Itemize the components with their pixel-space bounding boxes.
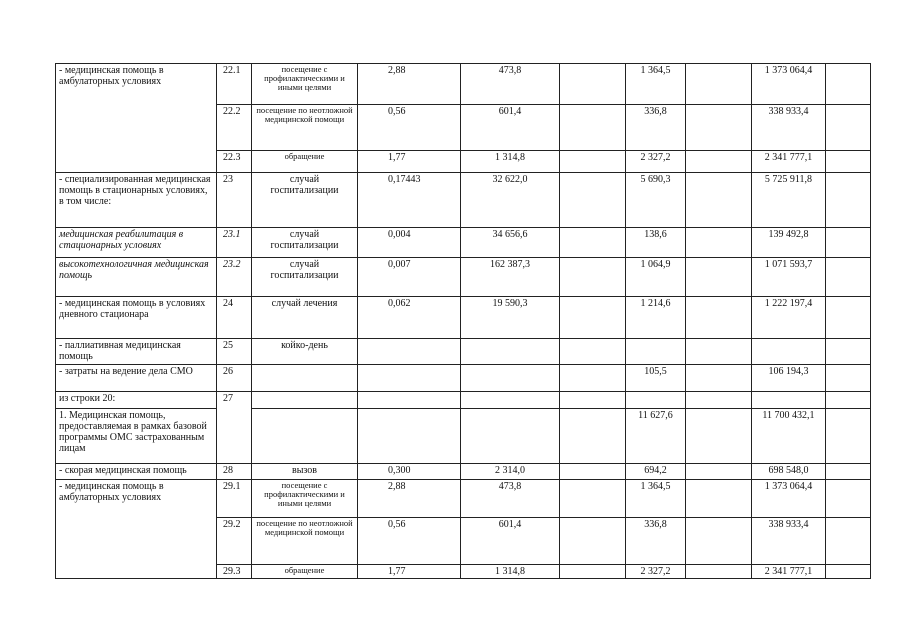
value-cell — [826, 464, 871, 480]
row-label: из строки 20: — [56, 392, 217, 409]
value-cell: 1 071 593,7 — [752, 258, 826, 297]
value-cell — [560, 258, 626, 297]
value-cell: 336,8 — [626, 518, 686, 565]
value-cell: 0,007 — [358, 258, 461, 297]
row-label: - медицинская помощь в амбулаторных условиях — [56, 480, 217, 579]
unit-cell: койко-день — [252, 339, 358, 365]
value-cell: 106 194,3 — [752, 365, 826, 392]
value-cell: 0,004 — [358, 228, 461, 258]
row-number: 28 — [217, 464, 252, 480]
row-label: - медицинская помощь в условиях дневного стационара — [56, 297, 217, 339]
value-cell — [826, 565, 871, 579]
value-cell — [686, 392, 752, 409]
row-number: 29.2 — [217, 518, 252, 565]
value-cell — [686, 565, 752, 579]
table-row — [56, 464, 871, 480]
unit-cell: посещение по неотложной медицинской помощи — [252, 105, 358, 151]
value-cell — [686, 409, 752, 464]
value-cell — [560, 565, 626, 579]
row-number: 23.2 — [217, 258, 252, 297]
value-cell: 601,4 — [461, 105, 560, 151]
value-cell — [826, 64, 871, 105]
value-cell: 105,5 — [626, 365, 686, 392]
value-cell: 1 373 064,4 — [752, 480, 826, 518]
value-cell — [461, 392, 560, 409]
unit-cell — [252, 409, 358, 464]
table-row — [56, 64, 871, 105]
row-number: 23.1 — [217, 228, 252, 258]
unit-cell — [252, 365, 358, 392]
row-number: 22.2 — [217, 105, 252, 151]
unit-cell: посещение по неотложной медицинской помощи — [252, 518, 358, 565]
row-label: медицинская реабилитация в стационарных условиях — [56, 228, 217, 258]
table-row — [56, 480, 871, 518]
value-cell — [686, 105, 752, 151]
row-number: 22.3 — [217, 151, 252, 173]
value-cell — [461, 339, 560, 365]
row-label: - специализированная медицинская помощь в стационарных условиях, в том числе: — [56, 173, 217, 228]
value-cell: 5 725 911,8 — [752, 173, 826, 228]
value-cell — [560, 339, 626, 365]
row-label: - скорая медицинская помощь — [56, 464, 217, 480]
value-cell — [358, 392, 461, 409]
value-cell: 0,062 — [358, 297, 461, 339]
value-cell — [358, 409, 461, 464]
value-cell — [826, 518, 871, 565]
value-cell — [826, 365, 871, 392]
value-cell — [686, 258, 752, 297]
value-cell: 2 341 777,1 — [752, 151, 826, 173]
value-cell — [358, 365, 461, 392]
value-cell — [560, 480, 626, 518]
value-cell: 1 314,8 — [461, 565, 560, 579]
table-row — [56, 365, 871, 392]
value-cell — [826, 228, 871, 258]
value-cell: 1,77 — [358, 565, 461, 579]
value-cell: 0,17443 — [358, 173, 461, 228]
value-cell — [686, 464, 752, 480]
value-cell: 338 933,4 — [752, 105, 826, 151]
value-cell: 1 064,9 — [626, 258, 686, 297]
value-cell: 2,88 — [358, 480, 461, 518]
table-row — [56, 297, 871, 339]
value-cell: 473,8 — [461, 480, 560, 518]
value-cell — [626, 339, 686, 365]
value-cell — [560, 297, 626, 339]
value-cell: 0,300 — [358, 464, 461, 480]
value-cell — [826, 480, 871, 518]
value-cell — [560, 64, 626, 105]
value-cell — [686, 64, 752, 105]
value-cell: 2 314,0 — [461, 464, 560, 480]
value-cell: 2,88 — [358, 64, 461, 105]
value-cell — [686, 173, 752, 228]
value-cell: 336,8 — [626, 105, 686, 151]
unit-cell — [252, 392, 358, 409]
value-cell — [560, 392, 626, 409]
value-cell — [686, 480, 752, 518]
value-cell: 2 327,2 — [626, 565, 686, 579]
value-cell — [826, 105, 871, 151]
unit-cell: вызов — [252, 464, 358, 480]
value-cell: 34 656,6 — [461, 228, 560, 258]
row-number: 25 — [217, 339, 252, 365]
medical-care-table — [55, 63, 871, 579]
row-label: - медицинская помощь в амбулаторных условиях — [56, 64, 217, 173]
value-cell: 698 548,0 — [752, 464, 826, 480]
value-cell: 2 341 777,1 — [752, 565, 826, 579]
row-number: 23 — [217, 173, 252, 228]
table-row — [56, 409, 871, 464]
value-cell — [752, 392, 826, 409]
value-cell: 139 492,8 — [752, 228, 826, 258]
row-number: 29.1 — [217, 480, 252, 518]
table-row — [56, 339, 871, 365]
value-cell: 1 364,5 — [626, 64, 686, 105]
value-cell: 338 933,4 — [752, 518, 826, 565]
unit-cell: случай госпитализации — [252, 173, 358, 228]
unit-cell: посещение с профилактическими и иными целями — [252, 480, 358, 518]
value-cell — [826, 151, 871, 173]
table-row — [56, 392, 871, 409]
value-cell: 162 387,3 — [461, 258, 560, 297]
value-cell: 601,4 — [461, 518, 560, 565]
value-cell — [686, 228, 752, 258]
value-cell — [560, 464, 626, 480]
unit-cell: посещение с профилактическими и иными целями — [252, 64, 358, 105]
value-cell — [826, 173, 871, 228]
row-label: высокотехнологичная медицинская помощь — [56, 258, 217, 297]
unit-cell: случай госпитализации — [252, 228, 358, 258]
value-cell: 1 314,8 — [461, 151, 560, 173]
value-cell: 5 690,3 — [626, 173, 686, 228]
value-cell — [686, 518, 752, 565]
unit-cell: случай госпитализации — [252, 258, 358, 297]
table-row — [56, 228, 871, 258]
value-cell: 138,6 — [626, 228, 686, 258]
value-cell — [826, 392, 871, 409]
value-cell — [560, 518, 626, 565]
value-cell: 473,8 — [461, 64, 560, 105]
value-cell: 1 373 064,4 — [752, 64, 826, 105]
value-cell — [686, 339, 752, 365]
value-cell: 0,56 — [358, 105, 461, 151]
row-label: - паллиативная медицинская помощь — [56, 339, 217, 365]
value-cell: 694,2 — [626, 464, 686, 480]
value-cell — [560, 151, 626, 173]
value-cell — [560, 228, 626, 258]
value-cell — [826, 258, 871, 297]
unit-cell: обращение — [252, 151, 358, 173]
value-cell — [461, 365, 560, 392]
unit-cell: обращение — [252, 565, 358, 579]
table-row — [56, 173, 871, 228]
value-cell — [686, 297, 752, 339]
value-cell: 1,77 — [358, 151, 461, 173]
row-number: 24 — [217, 297, 252, 339]
value-cell — [752, 339, 826, 365]
value-cell — [461, 409, 560, 464]
value-cell: 0,56 — [358, 518, 461, 565]
value-cell: 19 590,3 — [461, 297, 560, 339]
value-cell: 32 622,0 — [461, 173, 560, 228]
value-cell: 11 627,6 — [626, 409, 686, 464]
row-number: 29.3 — [217, 565, 252, 579]
value-cell: 1 222 197,4 — [752, 297, 826, 339]
row-number: 27 — [217, 392, 252, 464]
row-label: - затраты на ведение дела СМО — [56, 365, 217, 392]
value-cell: 2 327,2 — [626, 151, 686, 173]
value-cell — [826, 339, 871, 365]
value-cell — [560, 105, 626, 151]
table-row — [56, 258, 871, 297]
value-cell: 1 214,6 — [626, 297, 686, 339]
value-cell — [626, 392, 686, 409]
value-cell — [686, 365, 752, 392]
row-number: 22.1 — [217, 64, 252, 105]
value-cell — [560, 173, 626, 228]
value-cell: 11 700 432,1 — [752, 409, 826, 464]
value-cell: 1 364,5 — [626, 480, 686, 518]
value-cell — [686, 151, 752, 173]
value-cell — [358, 339, 461, 365]
row-number: 26 — [217, 365, 252, 392]
value-cell — [560, 365, 626, 392]
unit-cell: случай лечения — [252, 297, 358, 339]
value-cell — [826, 297, 871, 339]
row-label: 1. Медицинская помощь, предоставляемая в рамках базовой программы ОМС застрахованным лицам — [56, 409, 217, 464]
value-cell — [560, 409, 626, 464]
value-cell — [826, 409, 871, 464]
